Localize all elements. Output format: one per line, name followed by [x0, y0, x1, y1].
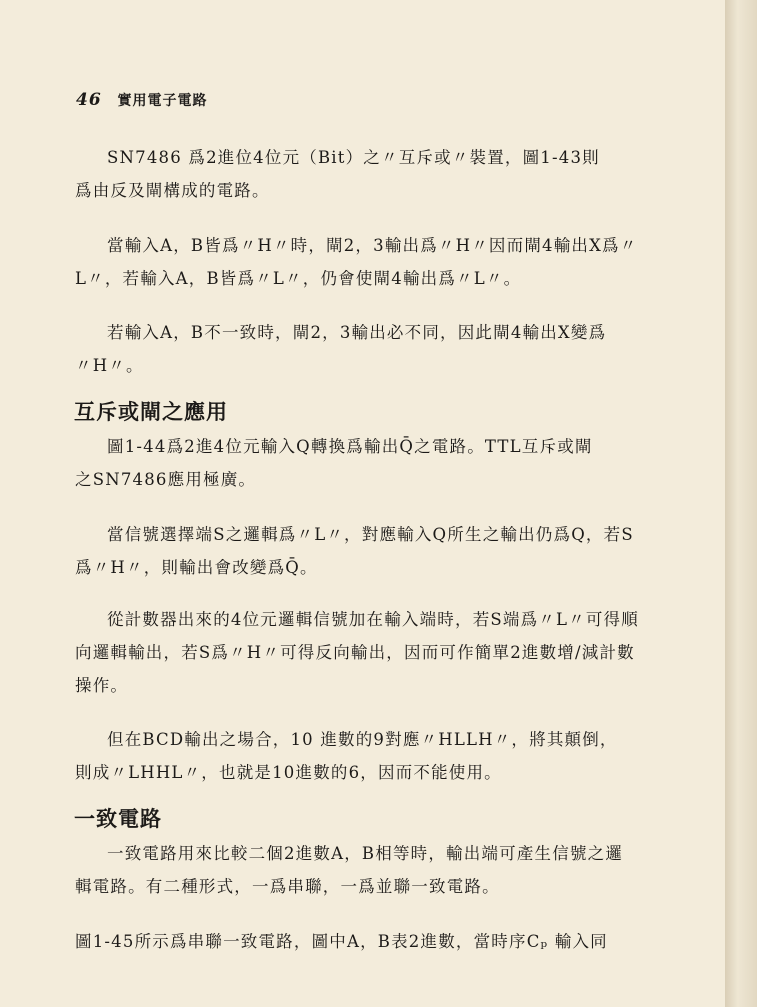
text-line: 當信號選擇端S之邏輯爲〃L〃，對應輸入Q所生之輸出仍爲Q，若S [107, 525, 634, 544]
paragraph-bcd-output [75, 723, 635, 789]
text-line: L〃，若輸入A，B皆爲〃L〃，仍會使閘4輸出爲〃L〃。 [75, 269, 522, 288]
paragraph-figure-1-45 [75, 925, 635, 958]
text-line: 輯電路。有二種形式，一爲串聯，一爲並聯一致電路。 [75, 877, 500, 896]
text-line: 當輸入A，B皆爲〃H〃時，閘2，3輸出爲〃H〃因而閘4輸出X爲〃 [107, 236, 638, 255]
text-line: SN7486 爲2進位4位元（Bit）之〃互斥或〃裝置，圖1-43則 [107, 148, 600, 167]
text-line: 一致電路用來比較二個2進數A，B相等時，輸出端可產生信號之邏 [107, 844, 624, 863]
text-line: 向邏輯輸出，若S爲〃H〃可得反向輸出，因而可作簡單2進數增/減計數 [75, 643, 635, 662]
paragraph-inputs-differ [75, 316, 635, 382]
running-header [76, 90, 208, 110]
page-edge-shadow [725, 0, 757, 1007]
page-number: 46 [76, 90, 102, 110]
text-line: 爲〃H〃，則輸出會改變爲Q̄。 [75, 558, 318, 577]
text-line: 〃H〃。 [75, 356, 144, 375]
text-line: 操作。 [75, 676, 129, 695]
section-heading-xor-application: 互斥或閘之應用 [74, 400, 228, 424]
text-line: 爲由反及閘構成的電路。 [75, 181, 270, 200]
running-title: 實用電子電路 [117, 93, 208, 109]
text-line: 則成〃LHHL〃，也就是10進數的6，因而不能使用。 [75, 763, 502, 782]
text-line: 從計數器出來的4位元邏輯信號加在輸入端時，若S端爲〃L〃可得順 [107, 610, 639, 629]
paragraph-both-high [75, 229, 638, 295]
paragraph-figure-1-44 [75, 430, 635, 496]
text-line: 之SN7486應用極廣。 [75, 470, 257, 489]
paragraph-counter-logic [75, 603, 639, 702]
paragraph-sn7486-intro [75, 141, 635, 207]
text-line: 但在BCD輸出之場合，10 進數的9對應〃HLLH〃，將其顛倒， [107, 730, 618, 749]
text-line: 圖1-45所示爲串聯一致電路，圖中A，B表2進數，當時序Cₚ 輸入同 [75, 932, 608, 951]
paragraph-select-signal [75, 518, 635, 584]
text-line: 若輸入A，B不一致時，閘2，3輸出必不同，因此閘4輸出X變爲 [107, 323, 607, 342]
paragraph-coincidence-intro [75, 837, 635, 903]
text-line: 圖1-44爲2進4位元輸入Q轉換爲輸出Q̄之電路。TTL互斥或閘 [107, 437, 593, 456]
section-heading-coincidence-circuit: 一致電路 [74, 807, 162, 831]
